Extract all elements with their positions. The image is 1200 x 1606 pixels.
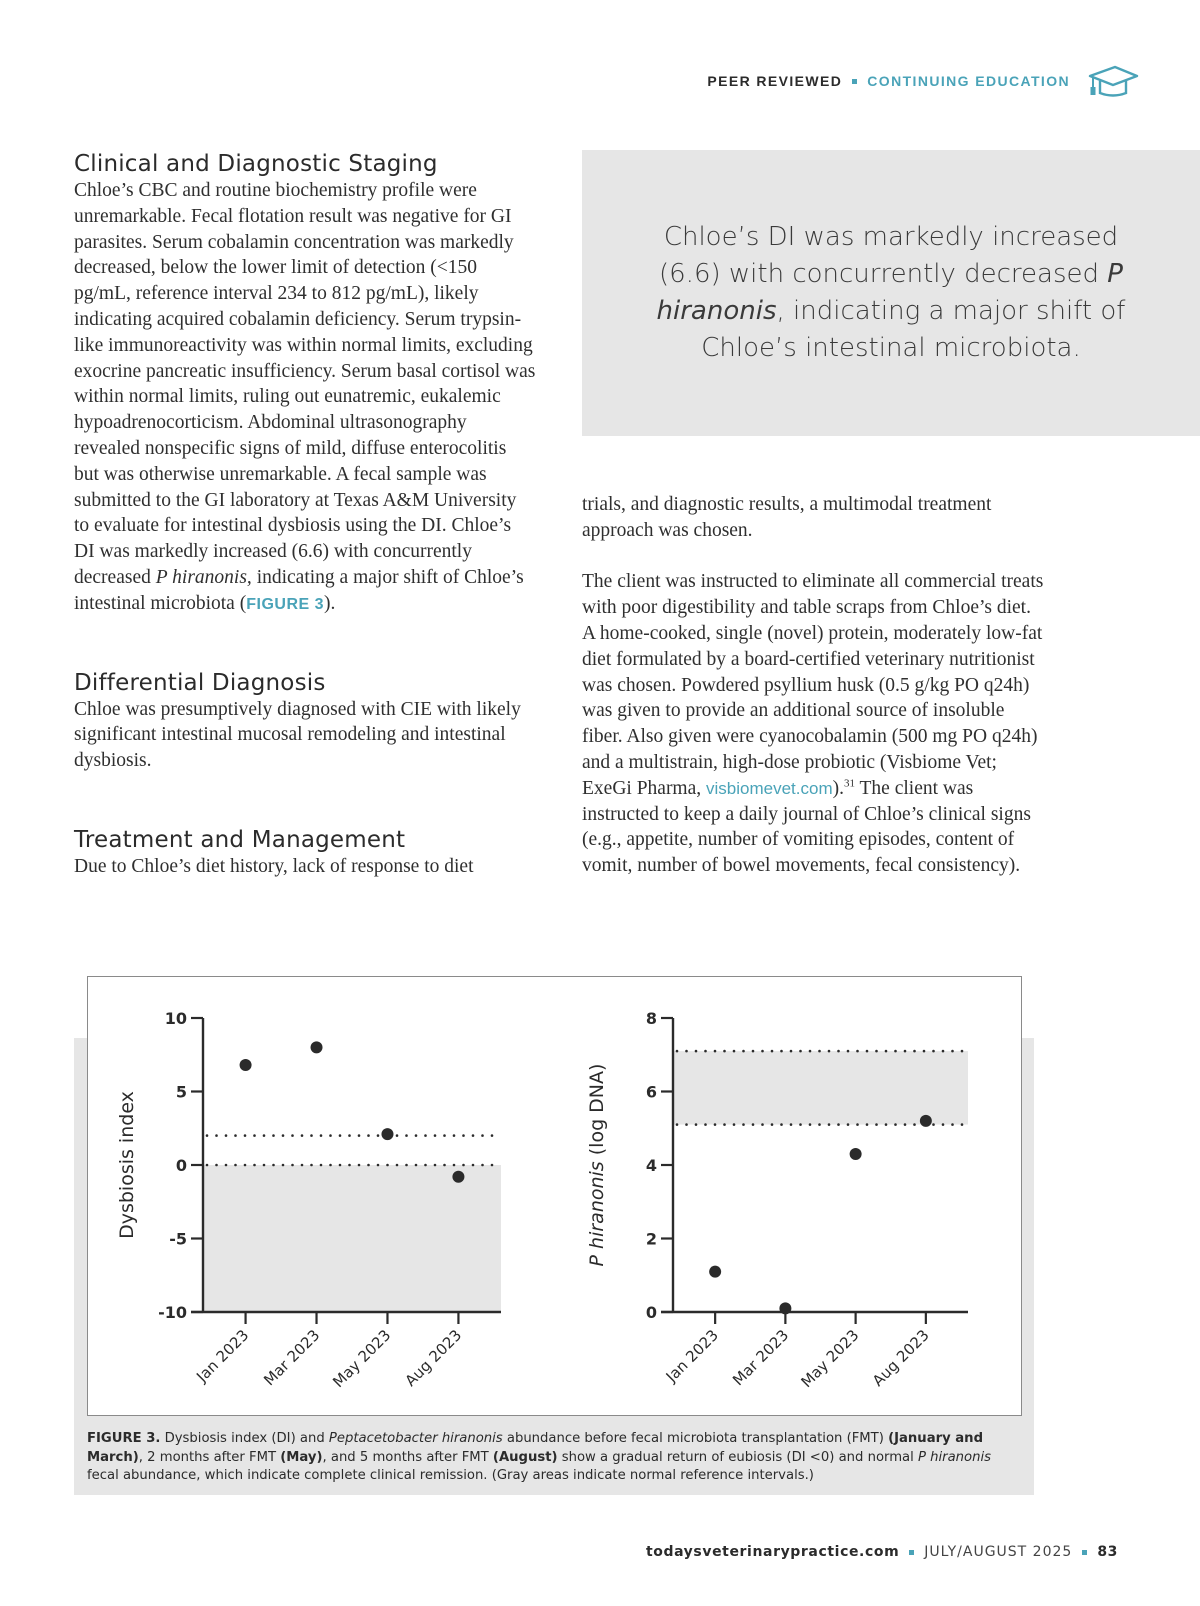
normal-range-shade <box>203 1165 501 1312</box>
text-run: , indicating a major shift of Chloe’s intestinal microbiota. <box>701 296 1126 363</box>
data-point <box>920 1115 932 1127</box>
caption-label: FIGURE 3. <box>87 1431 161 1446</box>
paragraph-treatment-approach: trials, and diagnostic results, a multimodal treatment approach was chosen. <box>582 494 992 541</box>
text-run: ). <box>832 777 844 799</box>
paragraph-treatment-plan <box>582 569 1044 879</box>
page-number: 83 <box>1097 1544 1118 1560</box>
data-point <box>709 1266 721 1278</box>
data-point <box>779 1302 791 1314</box>
left-column <box>74 150 536 880</box>
x-tick-label: Mar 2023 <box>260 1326 324 1390</box>
text-run: , 2 months after FMT <box>138 1449 281 1465</box>
text-run: Dysbiosis index (DI) and <box>160 1431 329 1446</box>
text-run-bold: (January and March) <box>87 1431 984 1465</box>
text-run: Chloe’s CBC and routine biochemistry profile were unremarkable. Fecal flotation result was negative for GI parasites. Serum cobalamin concentration was markedly decreased, below the lower limit of detection (<150 pg/mL, reference interval 234 to 812 pg/mL), likely indicating acquired cobalamin deficiency. Serum trypsin-like immunoreactivity was within normal limits, excluding exocrine pancreatic insufficiency. Serum basal cortisol was within normal limits, ruling out eunatremic, eukalemic hypoadrenocorticism. Abdominal ultrasonography revealed nonspecific signs of mild, diffuse enterocolitis but was otherwise unremarkable. A fecal sample was submitted to the GI laboratory at Texas A&M University to evaluate for intestinal dysbiosis using the DI. Chloe’s DI was markedly increased (6.6) with concurrently decreased <box>74 180 536 588</box>
y-tick-label: 5 <box>175 1082 187 1102</box>
website-url[interactable]: todaysveterinarypractice.com <box>645 1544 900 1560</box>
x-tick-label: May 2023 <box>797 1326 863 1392</box>
chart-panel-1 <box>116 1009 501 1391</box>
running-header <box>707 64 1140 98</box>
data-point <box>311 1041 323 1053</box>
text-run: fecal abundance, which indicate complete clinical remission. (Gray areas indicate normal reference intervals.) <box>87 1468 814 1483</box>
heading-treatment-management: Treatment and Management <box>74 826 406 853</box>
species-name: P hiranonis <box>918 1449 991 1465</box>
separator-dot <box>909 1550 914 1555</box>
heading-differential-diagnosis: Differential Diagnosis <box>74 669 326 696</box>
x-tick-label: Jan 2023 <box>192 1326 253 1386</box>
text-run: ). <box>324 592 336 614</box>
y-tick-label: -5 <box>169 1229 187 1249</box>
y-tick-label: 4 <box>645 1156 657 1175</box>
page-footer <box>646 1544 1118 1560</box>
paragraph-clinical-staging <box>74 178 536 618</box>
y-tick-label: 10 <box>164 1009 187 1028</box>
text-run-bold: (August) <box>492 1449 558 1465</box>
separator-dot <box>1082 1550 1087 1555</box>
normal-range-shade <box>673 1051 968 1125</box>
text-run: Chloe’s DI was markedly increased (6.6) with concurrently decreased <box>659 222 1119 289</box>
y-tick-label: 6 <box>645 1082 657 1102</box>
x-tick-label: Aug 2023 <box>401 1326 466 1390</box>
text-run: indicating a major shift of Chloe’s intestinal microbiota ( <box>74 566 524 614</box>
heading-clinical-staging: Clinical and Diagnostic Staging <box>74 151 438 177</box>
category-label: CONTINUING EDUCATION <box>867 73 1070 89</box>
pull-quote-box <box>582 150 1200 436</box>
pull-quote-text <box>651 219 1131 367</box>
x-tick-label: Mar 2023 <box>729 1326 793 1390</box>
graduation-cap-icon <box>1086 64 1140 98</box>
text-run-bold: (May) <box>280 1449 323 1465</box>
text-run: , and 5 months after FMT <box>322 1449 493 1465</box>
data-point <box>850 1148 862 1160</box>
separator-dot <box>852 79 857 84</box>
figure-3-charts <box>88 977 1020 1414</box>
figure-3-box <box>87 976 1022 1416</box>
chart-panel-2 <box>586 1009 968 1391</box>
text-run: abundance before fecal microbiota transplantation (FMT) <box>502 1431 889 1446</box>
y-tick-label: 8 <box>645 1009 657 1028</box>
y-tick-label: 0 <box>645 1303 657 1322</box>
species-name: P hiranonis <box>656 259 1123 326</box>
right-column <box>582 492 1044 879</box>
data-point <box>381 1128 393 1140</box>
x-tick-label: Aug 2023 <box>868 1326 933 1390</box>
issue-date: JULY/AUGUST 2025 <box>924 1544 1073 1560</box>
paragraph-treatment-start: Due to Chloe’s diet history, lack of response to diet <box>74 855 474 877</box>
y-tick-label: 0 <box>175 1156 187 1175</box>
text-run: show a gradual return of eubiosis (DI <0) and normal <box>557 1449 918 1465</box>
data-point <box>240 1059 252 1071</box>
text-run: The client was instructed to keep a daily journal of Chloe’s clinical signs (e.g., appetite, number of vomiting episodes, content of vomit, number of bowel movements, fecal consistency). <box>582 777 1031 877</box>
section-label: PEER REVIEWED <box>707 73 843 89</box>
y-tick-label: -10 <box>158 1303 187 1322</box>
y-axis-label: P hiranonis (log DNA) <box>586 1063 608 1267</box>
text-run: The client was instructed to eliminate all commercial treats with poor digestibility and table scraps from Chloe’s diet. A home-cooked, single (novel) protein, moderately low-fat diet formulated by a board-certified veterinary nutritionist was chosen. Powdered psyllium husk (0.5 g/kg PO q24h) was given to provide an additional source of insoluble fiber. Also given were cyanocobalamin (500 mg PO q24h) and a multistrain, high-dose probiotic (Visbiome Vet; ExeGi Pharma, <box>582 571 1044 799</box>
paragraph-differential-diagnosis: Chloe was presumptively diagnosed with CIE with likely significant intestinal mucosal remodeling and intestinal dysbiosis. <box>74 698 521 772</box>
figure-3-caption <box>87 1430 1017 1486</box>
citation-ref[interactable]: 31 <box>844 777 855 790</box>
y-tick-label: 2 <box>645 1229 657 1249</box>
data-point <box>452 1171 464 1183</box>
species-name: Peptacetobacter hiranonis <box>328 1431 503 1446</box>
y-axis-label: Dysbiosis index <box>116 1091 138 1239</box>
x-tick-label: Jan 2023 <box>662 1326 722 1386</box>
visbiomevet-link[interactable]: visbiomevet.com <box>706 778 833 798</box>
x-tick-label: May 2023 <box>329 1326 395 1392</box>
figure-3-link[interactable]: FIGURE 3 <box>246 595 325 613</box>
species-name: P hiranonis, <box>155 566 252 588</box>
